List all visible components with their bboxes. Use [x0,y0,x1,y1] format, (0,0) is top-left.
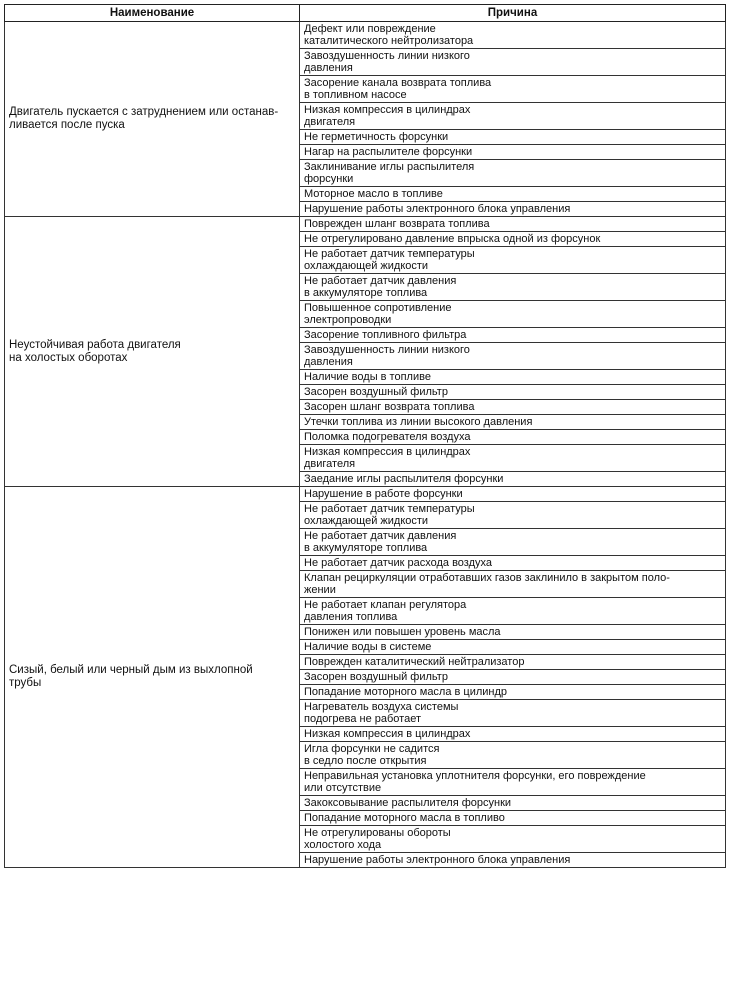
cause-cell: Повышенное сопротивление электропроводки [300,301,726,328]
cause-cell: Не герметичность форсунки [300,130,726,145]
cause-cell: Поломка подогревателя воздуха [300,430,726,445]
cause-cell: Засорен воздушный фильтр [300,385,726,400]
cause-cell: Завоздушенность линии низкого давления [300,343,726,370]
cause-cell: Наличие воды в топливе [300,370,726,385]
cause-cell: Наличие воды в системе [300,640,726,655]
cause-cell: Нарушение в работе форсунки [300,487,726,502]
cause-cell: Не работает датчик температуры охлаждающей жидкости [300,502,726,529]
header-name: Наименование [5,5,300,22]
cause-cell: Нагар на распылителе форсунки [300,145,726,160]
cause-cell: Не работает датчик температуры охлаждающей жидкости [300,247,726,274]
table-row [5,22,726,49]
cause-cell: Завоздушенность линии низкого давления [300,49,726,76]
cause-cell: Клапан рециркуляции отработавших газов заклинило в закрытом поло- жении [300,571,726,598]
cause-cell: Дефект или повреждение каталитического нейтролизатора [300,22,726,49]
cause-cell: Низкая компрессия в цилиндрах [300,727,726,742]
cause-cell: Не работает датчик давления в аккумуляторе топлива [300,274,726,301]
symptom-cell: Сизый, белый или черный дым из выхлопной трубы [5,487,300,868]
cause-cell: Заедание иглы распылителя форсунки [300,472,726,487]
cause-cell: Закоксовывание распылителя форсунки [300,796,726,811]
cause-cell: Неправильная установка уплотнителя форсунки, его повреждение или отсутствие [300,769,726,796]
cause-cell: Не работает клапан регулятора давления топлива [300,598,726,625]
cause-cell: Засорение топливного фильтра [300,328,726,343]
cause-cell: Нагреватель воздуха системы подогрева не работает [300,700,726,727]
cause-cell: Игла форсунки не садится в седло после открытия [300,742,726,769]
cause-cell: Засорен воздушный фильтр [300,670,726,685]
table-header-row [5,5,726,22]
table-body [5,22,726,868]
cause-cell: Не отрегулированы обороты холостого хода [300,826,726,853]
diagnostics-table [4,4,726,868]
cause-cell: Попадание моторного масла в цилиндр [300,685,726,700]
cause-cell: Засорение канала возврата топлива в топливном насосе [300,76,726,103]
cause-cell: Не отрегулировано давление впрыска одной из форсунок [300,232,726,247]
cause-cell: Не работает датчик расхода воздуха [300,556,726,571]
cause-cell: Поврежден каталитический нейтрализатор [300,655,726,670]
cause-cell: Нарушение работы электронного блока управления [300,853,726,868]
cause-cell: Поврежден шланг возврата топлива [300,217,726,232]
cause-cell: Нарушение работы электронного блока управления [300,202,726,217]
cause-cell: Заклинивание иглы распылителя форсунки [300,160,726,187]
cause-cell: Засорен шланг возврата топлива [300,400,726,415]
header-reason: Причина [300,5,726,22]
table-row [5,217,726,232]
cause-cell: Попадание моторного масла в топливо [300,811,726,826]
symptom-cell: Неустойчивая работа двигателя на холостых оборотах [5,217,300,487]
cause-cell: Понижен или повышен уровень масла [300,625,726,640]
cause-cell: Низкая компрессия в цилиндрах двигателя [300,103,726,130]
cause-cell: Утечки топлива из линии высокого давления [300,415,726,430]
cause-cell: Низкая компрессия в цилиндрах двигателя [300,445,726,472]
cause-cell: Не работает датчик давления в аккумуляторе топлива [300,529,726,556]
table-row [5,487,726,502]
symptom-cell: Двигатель пускается с затруднением или останав- ливается после пуска [5,22,300,217]
cause-cell: Моторное масло в топливе [300,187,726,202]
